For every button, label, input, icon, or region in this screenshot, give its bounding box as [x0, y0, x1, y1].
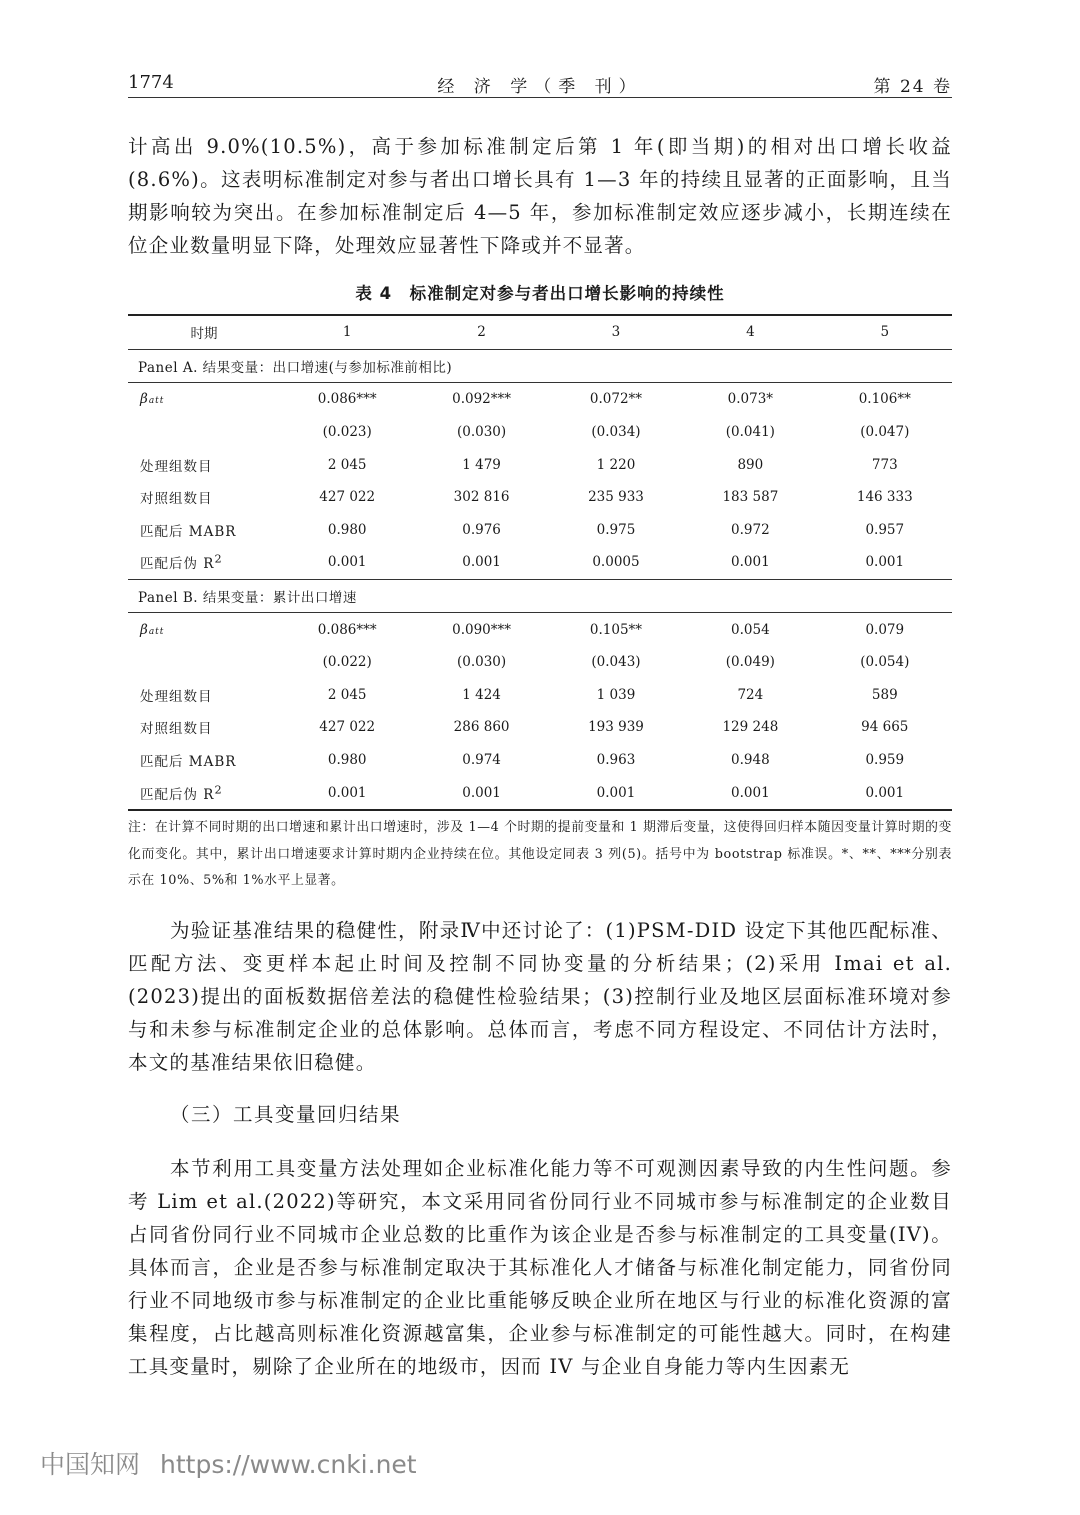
header-rule — [128, 97, 952, 98]
cell: 0.0005 — [549, 546, 683, 579]
cell: 0.106** — [858, 391, 911, 408]
cell: (0.030) — [456, 654, 507, 671]
cell: 0.092*** — [452, 391, 512, 408]
cell: 0.957 — [865, 521, 905, 538]
panel-a-row — [128, 349, 952, 383]
cell: 1 479 — [462, 456, 501, 473]
cnki-watermark — [40, 1445, 417, 1481]
row-label — [128, 646, 280, 679]
cell: 589 — [871, 686, 898, 703]
table-row — [128, 546, 952, 579]
cell: (0.022) — [322, 654, 372, 671]
cell: 0.105** — [589, 621, 643, 638]
table-row — [128, 383, 952, 416]
cell: (0.054) — [860, 654, 910, 671]
row-label: 对照组数目 — [140, 721, 213, 738]
beta-subscript: att — [148, 626, 165, 637]
table-row — [128, 776, 952, 810]
header-cell: 3 — [549, 315, 683, 349]
body-paragraph-1: 计高出 9.0%(10.5%)，高于参加标准制定后第 1 年(即当期)的相对出口增长收益(8.6%)。这表明标准制定对参与者出口增长具有 1—3 年的持续且显著的正面影响，且当期影响较为突出。在参加标准制定后 4—5 年，参加标准制定效应逐步减小，长期连续在位企业数量明显下降，处理效应显著性下降或并不显著。 — [128, 135, 952, 257]
cell: 0.001 — [596, 784, 636, 801]
cell: 2 045 — [327, 456, 367, 473]
table-row — [128, 679, 952, 712]
row-label — [128, 383, 280, 416]
cell: 0.976 — [462, 521, 501, 538]
header-cell: 2 — [414, 315, 548, 349]
cell: 193 939 — [588, 719, 644, 736]
beta-subscript: att — [148, 396, 165, 407]
table-caption: 表 4 标准制定对参与者出口增长影响的持续性 — [355, 284, 725, 303]
cell: 0.001 — [280, 546, 414, 579]
cell: 235 933 — [588, 489, 644, 506]
volume-label: 第 24 卷 — [873, 77, 952, 97]
cell: 0.001 — [683, 546, 817, 579]
cell: 0.079 — [865, 621, 905, 638]
table-header-row — [128, 315, 952, 349]
cell: 0.001 — [865, 784, 905, 801]
cell: 0.072** — [589, 391, 643, 408]
cell: 1 039 — [596, 686, 636, 703]
panel-b-title: Panel B. 结果变量：累计出口增速 — [128, 579, 952, 613]
cell: 129 248 — [722, 719, 779, 736]
cell: 0.001 — [327, 784, 367, 801]
beta-symbol: β — [140, 391, 149, 408]
cell: 94 665 — [861, 719, 909, 736]
r2-label: 匹配后伪 R — [140, 556, 215, 573]
row-label: 处理组数目 — [140, 458, 213, 475]
cell: (0.049) — [725, 654, 775, 671]
cell: 286 860 — [453, 719, 510, 736]
row-label: 处理组数目 — [140, 688, 213, 705]
cell: 890 — [737, 456, 764, 473]
row-label: 匹配后 MABR — [140, 523, 237, 540]
cell: 0.948 — [731, 752, 770, 769]
cell: 0.090*** — [452, 621, 512, 638]
row-label: 对照组数目 — [140, 491, 213, 508]
watermark-brand: 中国知网 — [40, 1450, 141, 1479]
cell: 0.980 — [327, 521, 367, 538]
cell: (0.023) — [322, 424, 372, 441]
cell: 773 — [871, 456, 898, 473]
cell: 0.086*** — [317, 391, 377, 408]
r2-label: 匹配后伪 R — [140, 786, 215, 803]
cell: (0.047) — [860, 424, 910, 441]
page-number: 1774 — [128, 72, 174, 93]
body-paragraph-2: 为验证基准结果的稳健性，附录Ⅳ中还讨论了：(1)PSM-DID 设定下其他匹配标准、匹配方法、变更样本起止时间及控制不同协变量的分析结果；(2)采用 Imai et al.(2023)提出的面板数据倍差法的稳健性检验结果；(3)控制行业及地区层面标准环境对参与和未参与标准制定企业的总体影响。总体而言，考虑不同方程设定、不同估计方法时，本文的基准结果依旧稳健。 — [128, 919, 952, 1074]
cell: 0.001 — [414, 546, 548, 579]
cell: (0.034) — [591, 424, 641, 441]
row-label — [128, 546, 280, 579]
header-cell: 时期 — [128, 315, 280, 349]
table-row — [128, 416, 952, 449]
r2-superscript: 2 — [214, 783, 223, 797]
cell: 146 333 — [856, 489, 913, 506]
cell: 0.963 — [596, 752, 636, 769]
table-row — [128, 448, 952, 481]
body-paragraph-3: 本节利用工具变量方法处理如企业标准化能力等不可观测因素导致的内生性问题。参考 Lim et al.(2022)等研究，本文采用同省份同行业不同城市参与标准制定的企业数目占同省份同行业不同城市企业总数的比重作为该企业是否参与标准制定的工具变量(IV)。具体而言，企业是否参与标准制定取决于其标准化人才储备与标准化制定能力，同省份同行业不同地级市参与标准制定的企业比重能够反映企业所在地区与行业的标准化资源的富集程度，占比越高则标准化资源越富集，企业参与标准制定的可能性越大。同时，在构建工具变量时，剔除了企业所在的地级市，因而 IV 与企业自身能力等内生因素无 — [128, 1157, 952, 1378]
watermark-url: https://www.cnki.net — [160, 1450, 417, 1479]
header-cell: 4 — [683, 315, 817, 349]
header-cell: 1 — [280, 315, 414, 349]
table-row — [128, 514, 952, 547]
r2-superscript: 2 — [214, 552, 223, 566]
cell: 302 816 — [453, 489, 510, 506]
cell: 2 045 — [327, 686, 367, 703]
cell: 0.975 — [596, 521, 636, 538]
row-label: 匹配后 MABR — [140, 754, 237, 771]
cell: 0.974 — [462, 752, 501, 769]
cell: 0.001 — [731, 784, 770, 801]
cell: (0.030) — [456, 424, 507, 441]
journal-title: 经 济 学（季 刊） — [437, 77, 643, 97]
table-note: 注：在计算不同时期的出口增速和累计出口增速时，涉及 1—4 个时期的提前变量和 1 期滞后变量，这使得回归样本随因变量计算时期的变化而变化。其中，累计出口增速要求计算时期内企业持续在位。其他设定同表 3 列(5)。括号中为 bootstrap 标准误。*、**、***分别表示在 10%、5%和 1%水平上显著。 — [128, 820, 952, 888]
cell: 0.959 — [865, 752, 905, 769]
cell: 0.073* — [727, 391, 774, 408]
cell: 0.054 — [731, 621, 770, 638]
cell: 427 022 — [319, 719, 376, 736]
table-row — [128, 711, 952, 744]
cell: 183 587 — [722, 489, 779, 506]
cell: 0.086*** — [317, 621, 377, 638]
cell: 0.001 — [462, 784, 501, 801]
section-title: （三）工具变量回归结果 — [170, 1103, 402, 1126]
beta-symbol: β — [140, 621, 149, 638]
cell: 0.001 — [818, 546, 952, 579]
row-label — [128, 416, 280, 449]
row-label — [128, 613, 280, 646]
cell: 1 424 — [462, 686, 501, 703]
cell: 427 022 — [319, 489, 376, 506]
cell: 0.980 — [327, 752, 367, 769]
panel-a-title: Panel A. 结果变量：出口增速(与参加标准前相比) — [128, 349, 952, 383]
cell: (0.041) — [725, 424, 775, 441]
table-row — [128, 646, 952, 679]
header-cell: 5 — [818, 315, 952, 349]
cell: 1 220 — [596, 456, 636, 473]
panel-b-row — [128, 579, 952, 613]
page-header — [128, 66, 952, 98]
cell: 0.972 — [731, 521, 770, 538]
cell: (0.043) — [591, 654, 641, 671]
table-row — [128, 613, 952, 646]
table-row — [128, 481, 952, 514]
row-label — [128, 776, 280, 810]
results-table — [128, 314, 952, 811]
cell: 724 — [737, 686, 764, 703]
table-row — [128, 744, 952, 777]
